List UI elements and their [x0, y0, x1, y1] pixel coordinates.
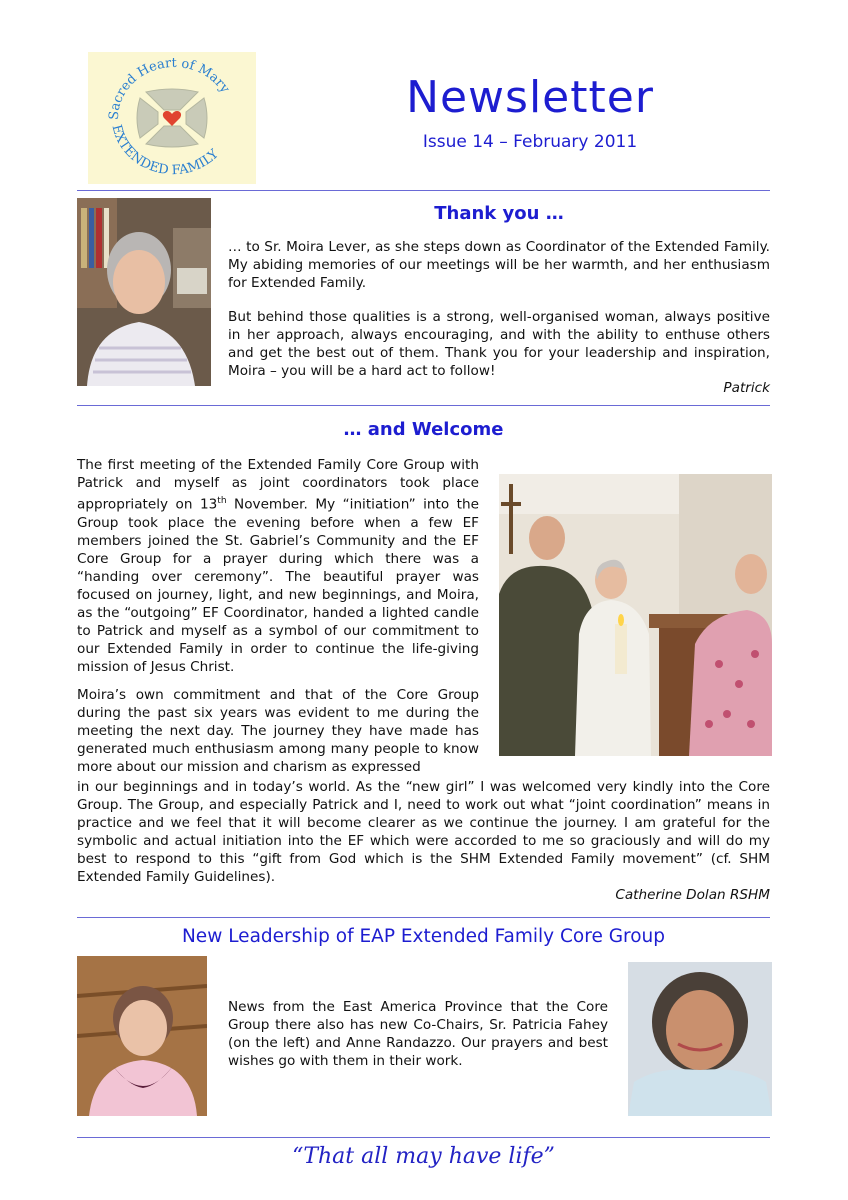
leadership-paragraph: News from the East America Province that the Core Group there also has new Co-Chairs, Sr. Patricia Fahey (on the left) and Anne Randazzo. Our prayers and best wishes go with them in their work. [228, 999, 608, 1069]
photo-patricia-fahey [77, 956, 207, 1116]
photo-candle-ceremony [499, 474, 772, 756]
signature-patrick: Patrick [723, 380, 770, 396]
signature-catherine: Catherine Dolan RSHM [615, 887, 770, 903]
divider [77, 405, 770, 406]
issue-label: Issue 14 – February 2011 [422, 132, 638, 152]
divider [77, 190, 770, 191]
welcome-paragraph-2-narrow: Moira’s own commitment and that of the Core Group during the past six years was evident to me during the meeting the next day. The journey they have made has generated much enthusiasm among many people to know more about our mission and charism as expressed [77, 687, 479, 775]
section-heading-welcome: … and Welcome [343, 419, 504, 440]
logo-text-bottom: EXTENDED FAMILY [108, 123, 222, 179]
logo-emblem [88, 52, 256, 184]
section-heading-leadership: New Leadership of EAP Extended Family Core Group [181, 926, 666, 947]
welcome-paragraph-1-rest: November. My “initiation” into the Group took place the evening before when a few EF members joined the St. Gabriel’s Community and the EF Core Group for a prayer during which there was a “handing over ceremony”. The beautiful prayer was focused on journey, light, and new beginnings, and Moira, as the “outgoing” EF Coordinator, handed a lighted candle to Patrick and myself as a symbol of our commitment to our Extended Family in order to continue the life-giving mission of Jesus Christ. [77, 496, 479, 675]
logo [88, 52, 256, 184]
photo-anne-randazzo [628, 962, 772, 1116]
divider [77, 917, 770, 918]
thank-you-paragraph-1: … to Sr. Moira Lever, as she steps down as Coordinator of the Extended Family. My abiding memories of our meetings will be her warmth, and her enthusiasm for Extended Family. [228, 239, 770, 291]
thank-you-paragraph-2: But behind those qualities is a strong, well-organised woman, always positive in her approach, always encouraging, and with the ability to enthuse others and get the best out of them. Thank you for your leadership and inspiration, Moira – you will be a hard act to follow! [228, 309, 770, 379]
section-heading-thank-you: Thank you … [434, 203, 564, 224]
welcome-paragraph-2-wide: in our beginnings and in today’s world. As the “new girl” I was welcomed very kindly into the Core Group. The Group, and especially Patrick and I, need to work out what “joint coordination” means in practice and we feel that it will become clearer as we continue the journey. I am grateful for the symbolic and actual initiation into the EF which were accorded to me so graciously and will do my best to respond to this “gift from God which is the SHM Extended Family movement” (cf. SHM Extended Family Guidelines). [77, 779, 770, 885]
welcome-paragraph-1-start: The first meeting of the Extended Family Core Group with Patrick and myself as joint coordinators took place appropriately on 13 [77, 457, 479, 513]
logo-text-top: Sacred Heart of Mary [106, 55, 233, 121]
photo-moira [77, 198, 211, 386]
page-title: Newsletter [406, 72, 654, 123]
ordinal-suffix: th [217, 496, 227, 506]
welcome-paragraph-1 [77, 456, 479, 676]
footer-motto: “That all may have life” [292, 1144, 555, 1169]
divider [77, 1137, 770, 1138]
